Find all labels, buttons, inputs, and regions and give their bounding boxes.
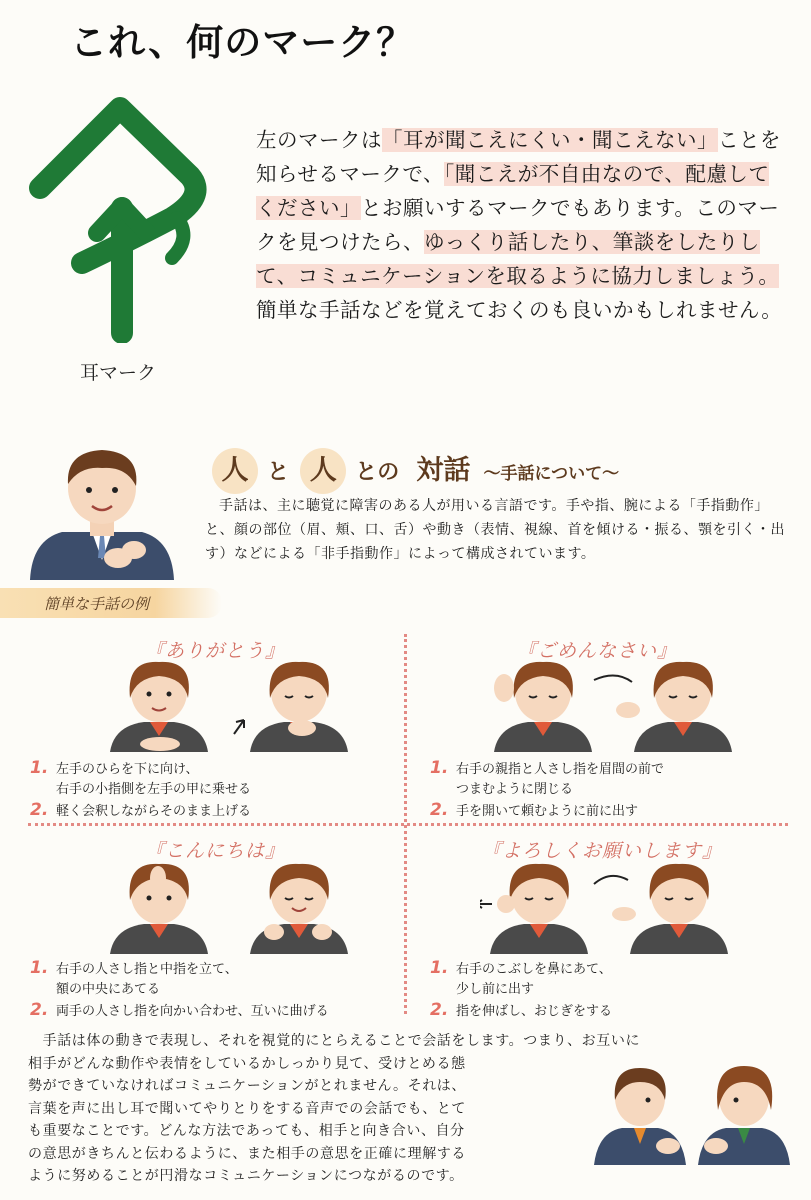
step-number: 2. (430, 1000, 449, 1020)
closing-line: 言葉を声に出し耳で聞いてやりとりをする音声での会話でも、とて (28, 1100, 466, 1117)
intro-seg-0: 左のマークは (256, 128, 382, 152)
intro-seg-3: 簡単な手話などを覚えておくのも良いかもしれません。 (256, 298, 783, 322)
boy-signing-illustration (22, 440, 182, 580)
examples-banner-label: 簡単な手話の例 (44, 595, 150, 613)
step-text: 両手の人さし指を向かい合わせ、互いに曲げる (56, 1004, 329, 1019)
example-title: 『ごめんなさい』 (516, 640, 677, 662)
intro-seg-2: とお願いするマークでもあります。このマークを見つけたら、 (256, 196, 780, 254)
step-number: 1. (30, 758, 49, 778)
step-number: 1. (430, 958, 449, 978)
horizontal-divider (28, 823, 788, 826)
closing-line: の意思がきちんと伝わるように、また相手の意思を正確に理解する (28, 1145, 466, 1162)
title-taiwa: 対話 (416, 455, 471, 486)
pair-conversation-illustration (592, 1060, 792, 1165)
section-subtitle: ～手話について～ (483, 464, 620, 484)
title-hito-1: 人 (221, 455, 249, 486)
step-text: 右手の親指と人さし指を眉間の前で (456, 762, 665, 777)
steps-yoroshiku (430, 958, 790, 1022)
title-to: と (267, 460, 290, 485)
gomennasai-illustration (484, 656, 754, 752)
title-hito-2: 人 (309, 455, 337, 486)
steps-konnichiwa (30, 958, 400, 1022)
step-text: 右手のこぶしを鼻にあて、 (456, 962, 612, 977)
title-tono: との (355, 460, 400, 485)
examples-banner (0, 588, 222, 618)
step-text: 軽く会釈しながらそのまま上げる (56, 804, 252, 819)
page-title: これ、何のマーク？ (70, 21, 415, 64)
step-number: 1. (30, 958, 49, 978)
yoroshiku-illustration (480, 858, 750, 954)
step-number: 2. (30, 1000, 49, 1020)
step-number: 2. (430, 800, 449, 820)
example-title: 『こんにちは』 (144, 840, 285, 862)
intro-highlight-0: 「耳が聞こえにくい・聞こえない」 (382, 128, 718, 152)
arigatou-illustration (100, 656, 370, 752)
step-text: 右手の小指側を左手の甲に乗せる (56, 782, 252, 797)
step-number: 2. (30, 800, 49, 820)
konnichiwa-illustration (100, 858, 370, 954)
step-text: 少し前に出す (456, 982, 535, 997)
step-text: つまむように閉じる (456, 782, 574, 797)
example-title: 『ありがとう』 (144, 640, 285, 662)
step-text: 額の中央にあてる (56, 982, 161, 997)
steps-arigatou (30, 758, 390, 822)
closing-line: 勢ができていなければコミュニケーションがとれません。それは、 (28, 1078, 466, 1094)
example-title: 『よろしくお願いします』 (481, 840, 722, 862)
section-title (212, 448, 732, 490)
section-body: 手話は、主に聴覚に障害のある人が用いる言語です。手や指、腕による「手指動作」と、顔の部位（眉、頬、口、舌）や動き（表情、視線、首を傾ける・振る、顎を引く・出す）などによる「非手指動作」によって構成されています。 (205, 498, 785, 562)
mark-caption: 耳マーク (80, 362, 157, 384)
step-text: 指を伸ばし、おじぎをする (456, 1004, 613, 1019)
intro-highlight-1: 「聞こえが不自由なので、配慮してください」 (256, 162, 770, 220)
step-text: 右手の人さし指と中指を立て、 (56, 962, 238, 977)
step-text: 左手のひらを下に向け、 (56, 762, 199, 777)
intro-text (256, 123, 786, 327)
closing-line: も重要なことです。どんな方法であっても、相手と向き合い、自分 (28, 1123, 465, 1139)
closing-line: 手話は体の動きで表現し、それを視覚的にとらえることで会話をします。つまり、お互いに (28, 1033, 641, 1049)
closing-line: 相手がどんな動作や表情をしているかしっかり見て、受けとめる態 (28, 1055, 466, 1072)
intro-highlight-2: ゆっくり話したり、筆談をしたりして、コミュニケーションを取るように協力しましょう。 (256, 230, 780, 288)
step-text: 手を開いて頼むように前に出す (456, 804, 639, 819)
ear-mark-icon (22, 88, 222, 343)
intro-seg-1: ことを知らせるマークで、 (256, 128, 781, 186)
step-number: 1. (430, 758, 449, 778)
closing-line: ように努めることが円滑なコミュニケーションにつながるのです。 (28, 1168, 464, 1184)
steps-gomennasai (430, 758, 790, 822)
